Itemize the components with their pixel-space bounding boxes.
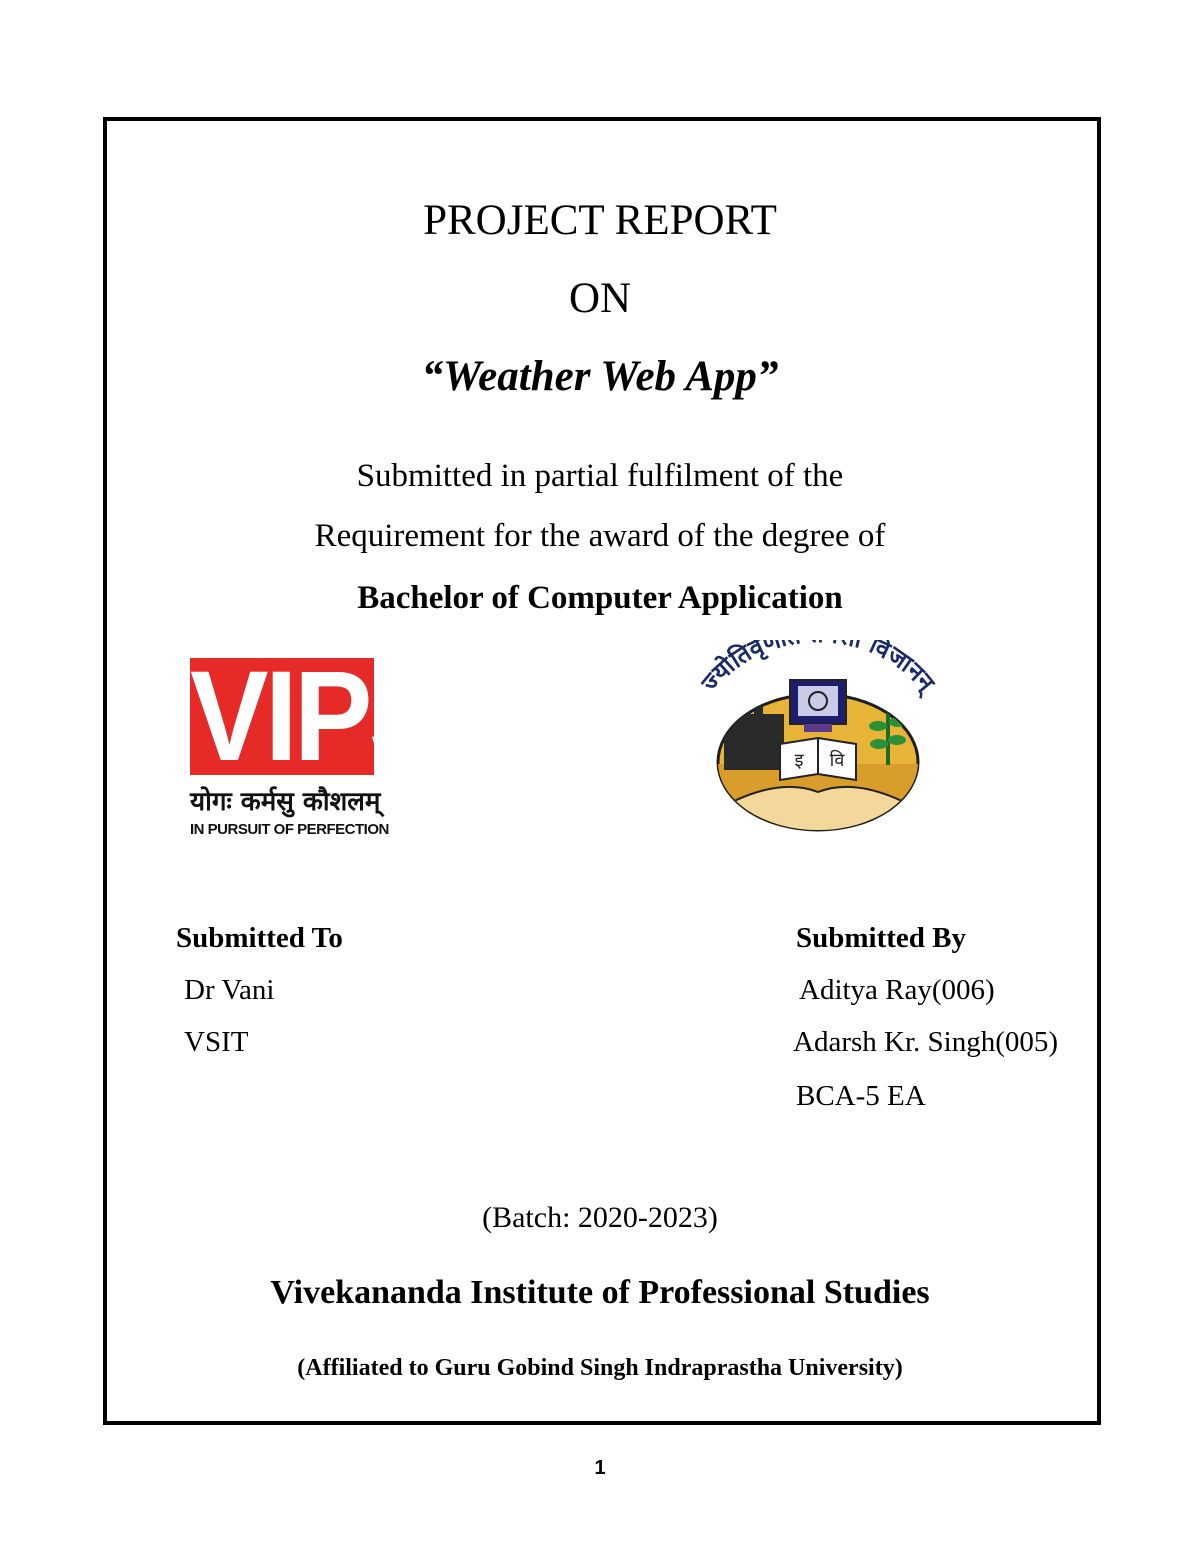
submitted-to-org: VSIT — [184, 1026, 249, 1058]
affiliation: (Affiliated to Guru Gobind Singh Indraprastha University) — [297, 1355, 903, 1381]
book-letter-right: वि — [829, 750, 845, 771]
submitted-to-heading: Submitted To — [176, 922, 343, 954]
batch: (Batch: 2020-2023) — [482, 1201, 718, 1234]
student-1: Aditya Ray(006) — [799, 974, 995, 1006]
institute-name: Vivekananda Institute of Professional Studies — [270, 1274, 930, 1311]
vips-hindi-motto: योगः कर्मसु कौशलम् — [190, 787, 381, 817]
degree-name: Bachelor of Computer Application — [357, 580, 843, 616]
student-2: Adarsh Kr. Singh(005) — [793, 1026, 1059, 1058]
submission-line-1: Submitted in partial fulfilment of the — [356, 458, 844, 494]
report-title: PROJECT REPORT — [423, 197, 777, 244]
submission-line-2: Requirement for the award of the degree of — [314, 518, 886, 554]
vips-wordmark: VIPS — [190, 645, 444, 788]
university-logo — [682, 640, 954, 840]
book-letter-left: इ — [794, 750, 804, 771]
university-motto: ज्योतिर्वृणी विजानन् — [695, 640, 941, 697]
vips-logo — [190, 645, 444, 848]
project-name: “Weather Web App” — [421, 353, 779, 400]
submitted-by-heading: Submitted By — [796, 922, 967, 954]
page-number: 1 — [594, 1457, 606, 1479]
report-title-on: ON — [568, 275, 632, 322]
student-class: BCA-5 EA — [796, 1080, 926, 1112]
submitted-to-name: Dr Vani — [184, 974, 275, 1006]
vips-tagline: IN PURSUIT OF PERFECTION — [190, 821, 389, 838]
university-emblem-icon — [682, 640, 954, 840]
